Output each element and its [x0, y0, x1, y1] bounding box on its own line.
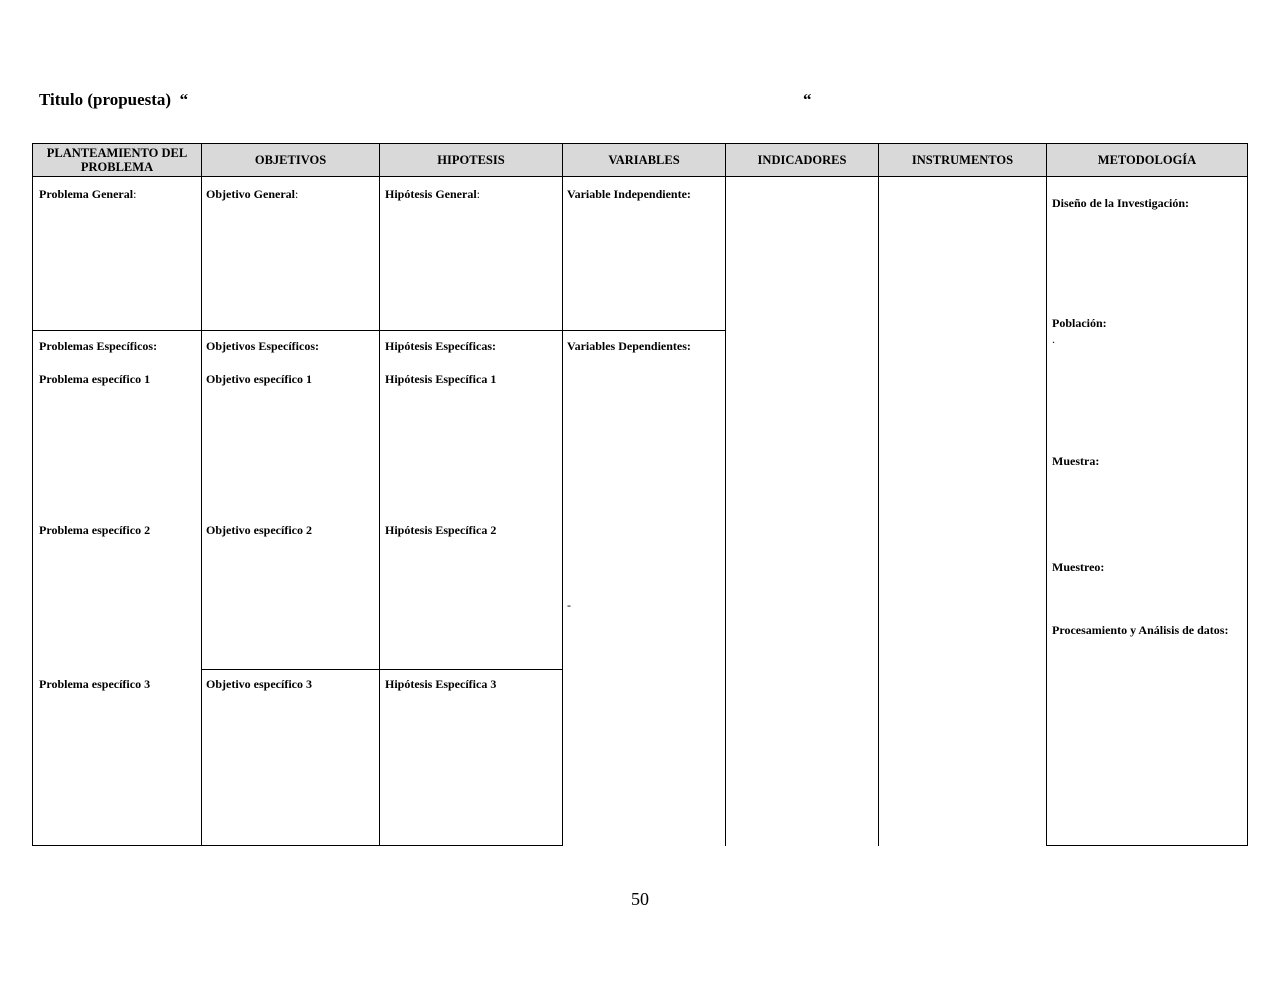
hipotesis-general-label: [385, 187, 480, 202]
title-closing-quote: “: [803, 90, 812, 109]
border-col-objetivos: [201, 177, 202, 846]
hipotesis-general-text: Hipótesis General: [385, 187, 477, 201]
objetivo-general-colon: :: [294, 187, 299, 201]
header-planteamiento-text: PLANTEAMIENTO DEL PROBLEMA: [46, 146, 188, 174]
hipotesis-especifica-1: Hipótesis Específica 1: [385, 372, 497, 386]
border-col-indicadores: [725, 177, 726, 846]
header-metodologia: [1046, 143, 1248, 177]
header-variables: [562, 143, 726, 177]
header-objetivos-text: OBJETIVOS: [254, 153, 327, 167]
problema-especifico-2: Problema específico 2: [39, 523, 151, 537]
variables-dash: -: [567, 598, 571, 612]
procesamiento-analisis-label: Procesamiento y Análisis de datos:: [1052, 623, 1229, 637]
problema-general-text: Problema General: [39, 187, 134, 201]
row-divider-pe3: [201, 669, 563, 670]
header-indicadores-text: INDICADORES: [757, 153, 847, 167]
row-divider-general: [32, 330, 726, 331]
bottom-border-left: [32, 845, 563, 846]
consistency-matrix-table: [32, 143, 1248, 846]
header-planteamiento: [32, 143, 202, 177]
diseno-investigacion-label: Diseño de la Investigación:: [1052, 196, 1190, 210]
header-hipotesis-text: HIPOTESIS: [437, 153, 505, 167]
page-number: 50: [631, 889, 649, 909]
hipotesis-especificas-label: Hipótesis Específicas:: [385, 339, 496, 353]
muestreo-label: Muestreo:: [1052, 560, 1105, 574]
bottom-border-right: [1046, 845, 1248, 846]
header-indicadores: [725, 143, 879, 177]
problemas-especificos-label: Problemas Específicos:: [39, 339, 158, 353]
problema-general-colon: :: [133, 187, 137, 201]
header-metodologia-text: METODOLOGÍA: [1097, 153, 1197, 167]
objetivo-especifico-3: Objetivo específico 3: [206, 677, 312, 691]
variable-independiente-label: Variable Independiente:: [567, 187, 691, 201]
border-left: [32, 177, 33, 846]
border-col-variables: [562, 177, 563, 846]
poblacion-dot: .: [1052, 332, 1055, 346]
muestra-label: Muestra:: [1052, 454, 1100, 468]
header-objetivos: [201, 143, 380, 177]
objetivo-especifico-2: Objetivo específico 2: [206, 523, 312, 537]
header-instrumentos-text: INSTRUMENTOS: [911, 153, 1014, 167]
border-col-instrumentos: [878, 177, 879, 846]
problema-especifico-1: Problema específico 1: [39, 372, 151, 386]
header-instrumentos: [878, 143, 1047, 177]
problema-especifico-3: Problema específico 3: [39, 677, 151, 691]
header-variables-text: VARIABLES: [608, 153, 680, 167]
border-col-hipotesis: [379, 177, 380, 846]
objetivo-especifico-1: Objetivo específico 1: [206, 372, 312, 386]
header-hipotesis: [379, 143, 563, 177]
objetivo-general-text: Objetivo General: [206, 187, 295, 201]
variables-dependientes-label: Variables Dependientes:: [567, 339, 691, 353]
problema-general-label: [39, 187, 136, 202]
border-right: [1247, 177, 1248, 846]
hipotesis-especifica-3: Hipótesis Específica 3: [385, 677, 497, 691]
hipotesis-especifica-2: Hipótesis Específica 2: [385, 523, 497, 537]
objetivo-general-label: [206, 187, 298, 202]
border-col-metodologia: [1046, 177, 1047, 846]
objetivos-especificos-label: Objetivos Específicos:: [206, 339, 319, 353]
hipotesis-general-colon: :: [476, 187, 481, 201]
document-title: Titulo (propuesta) “: [39, 90, 189, 109]
poblacion-label: Población:: [1052, 316, 1107, 330]
